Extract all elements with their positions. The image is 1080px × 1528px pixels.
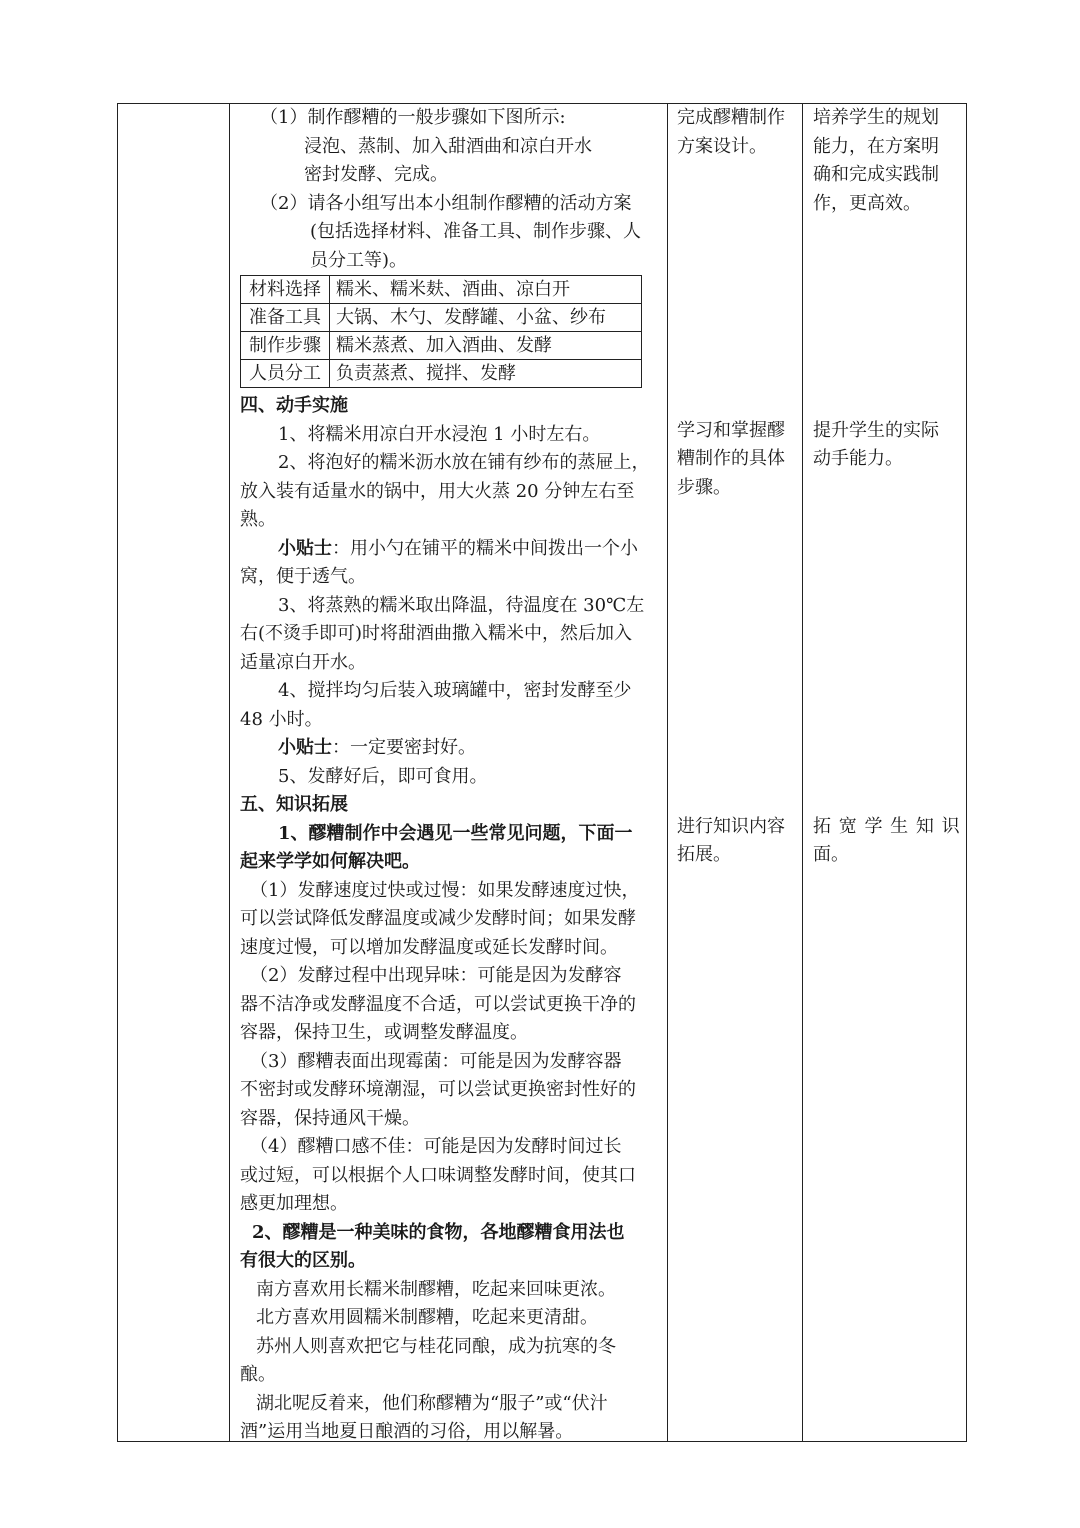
section-5-heading: 五、知识拓展	[240, 794, 348, 815]
design-intent-cell	[803, 104, 967, 1442]
student-activity-line: 完成醪糟制作	[677, 107, 785, 128]
teaching-content-cell	[230, 104, 668, 1442]
section-5-line: 器不洁净或发酵温度不合适，可以尝试更换干净的	[240, 994, 636, 1015]
stage-column-cell	[118, 104, 230, 1442]
plan-value: 负责蒸煮、搅拌、发酵	[330, 360, 642, 388]
section-5-line: 速度过慢，可以增加发酵温度或延长发酵时间。	[240, 937, 618, 958]
section-4-line: 5、发酵好后，即可食用。	[278, 766, 488, 787]
section-5-line: 北方喜欢用圆糯米制醪糟，吃起来更清甜。	[256, 1307, 598, 1328]
section-4-line: 放入装有适量水的锅中，用大火蒸 20 分钟左右至	[240, 481, 635, 502]
table-row	[241, 276, 642, 304]
tip-text: ：一定要密封好。	[332, 737, 476, 758]
steps-line-5: (包括选择材料、准备工具、制作步骤、人	[310, 221, 642, 242]
table-row	[241, 332, 642, 360]
table-row	[241, 304, 642, 332]
section-4-line: 右(不烫手即可)时将甜酒曲撒入糯米中，然后加入	[240, 623, 633, 644]
section-5-line: （3）醪糟表面出现霉菌：可能是因为发酵容器	[250, 1051, 622, 1072]
section-5-line: 苏州人则喜欢把它与桂花同酿，成为抗寒的冬	[256, 1336, 616, 1357]
section-5-line: 湖北呢反着来，他们称醪糟为“服子”或“伏汁	[256, 1393, 608, 1414]
tip-2	[278, 734, 476, 763]
plan-label: 准备工具	[241, 304, 330, 332]
design-intent-line: 拓 宽 学 生 知 识	[813, 816, 961, 837]
section-5-bold-line: 有很大的区别。	[240, 1250, 366, 1271]
section-5-line: （4）醪糟口感不佳：可能是因为发酵时间过长	[250, 1136, 622, 1157]
section-5-line: 南方喜欢用长糯米制醪糟，吃起来回味更浓。	[256, 1279, 616, 1300]
steps-line-4: （2）请各小组写出本小组制作醪糟的活动方案	[260, 193, 632, 214]
section-5-line: 不密封或发酵环境潮湿，可以尝试更换密封性好的	[240, 1079, 636, 1100]
section-5-bold-line: 起来学学如何解决吧。	[240, 851, 420, 872]
tip-label: 小贴士	[278, 538, 332, 559]
design-intent-line: 作，更高效。	[813, 193, 921, 214]
section-5-line: 感更加理想。	[240, 1193, 348, 1214]
section-5-line: 酒”运用当地夏日酿酒的习俗，用以解暑。	[240, 1421, 574, 1442]
plan-label: 制作步骤	[241, 332, 330, 360]
activity-plan-table	[240, 275, 642, 388]
section-5-line: （1）发酵速度过快或过慢：如果发酵速度过快，	[250, 880, 640, 901]
student-activity-line: 步骤。	[677, 477, 731, 498]
design-intent-line: 确和完成实践制	[813, 164, 939, 185]
design-intent-line: 能力，在方案明	[813, 136, 939, 157]
plan-value: 糯米蒸煮、加入酒曲、发酵	[330, 332, 642, 360]
section-5-line: （2）发酵过程中出现异味：可能是因为发酵容	[250, 965, 622, 986]
student-activity-line: 学习和掌握醪	[677, 420, 785, 441]
section-5-line: 容器，保持卫生，或调整发酵温度。	[240, 1022, 528, 1043]
plan-label: 人员分工	[241, 360, 330, 388]
plan-value: 糯米、糯米麸、酒曲、凉白开	[330, 276, 642, 304]
section-4-line: 2、将泡好的糯米沥水放在铺有纱布的蒸屉上，	[278, 452, 650, 473]
student-activity-line: 糟制作的具体	[677, 448, 785, 469]
section-5-bold-line: 2、醪糟是一种美味的食物，各地醪糟食用法也	[252, 1222, 625, 1243]
tip-text: ：用小勺在铺平的糯米中间拨出一个小	[332, 538, 638, 559]
section-5-bold-line: 1、醪糟制作中会遇见一些常见问题，下面一	[278, 823, 633, 844]
section-4-line: 48 小时。	[240, 709, 323, 730]
section-4-line: 3、将蒸熟的糯米取出降温，待温度在 30℃左	[278, 595, 645, 616]
table-row	[241, 360, 642, 388]
design-intent-line: 面。	[813, 844, 849, 865]
section-4-line: 适量凉白开水。	[240, 652, 366, 673]
student-activity-cell	[668, 104, 803, 1442]
student-activity-line: 拓展。	[677, 844, 731, 865]
student-activity-line: 方案设计。	[677, 136, 767, 157]
steps-line-1: （1）制作醪糟的一般步骤如下图所示:	[260, 107, 566, 128]
section-4-line: 1、将糯米用凉白开水浸泡 1 小时左右。	[278, 424, 601, 445]
steps-line-3: 密封发酵、完成。	[304, 164, 448, 185]
plan-label: 材料选择	[241, 276, 330, 304]
section-4-line: 4、搅拌均匀后装入玻璃罐中，密封发酵至少	[278, 680, 632, 701]
section-5-line: 容器，保持通风干燥。	[240, 1108, 420, 1129]
section-5-line: 或过短，可以根据个人口味调整发酵时间，使其口	[240, 1165, 636, 1186]
design-intent-line: 提升学生的实际	[813, 420, 939, 441]
section-5-line: 可以尝试降低发酵温度或减少发酵时间；如果发酵	[240, 908, 636, 929]
plan-value: 大锅、木勺、发酵罐、小盆、纱布	[330, 304, 642, 332]
steps-line-6: 员分工等)。	[310, 250, 408, 271]
section-4-line: 窝，便于透气。	[240, 566, 366, 587]
design-intent-line: 动手能力。	[813, 448, 903, 469]
section-4-line: 熟。	[240, 509, 276, 530]
tip-1	[278, 535, 638, 564]
design-intent-line: 培养学生的规划	[813, 107, 939, 128]
section-4-heading: 四、动手实施	[240, 395, 348, 416]
section-5-line: 酿。	[240, 1364, 276, 1385]
lesson-plan-table	[117, 103, 967, 1442]
student-activity-line: 进行知识内容	[677, 816, 785, 837]
tip-label: 小贴士	[278, 737, 332, 758]
steps-line-2: 浸泡、蒸制、加入甜酒曲和凉白开水	[304, 136, 592, 157]
